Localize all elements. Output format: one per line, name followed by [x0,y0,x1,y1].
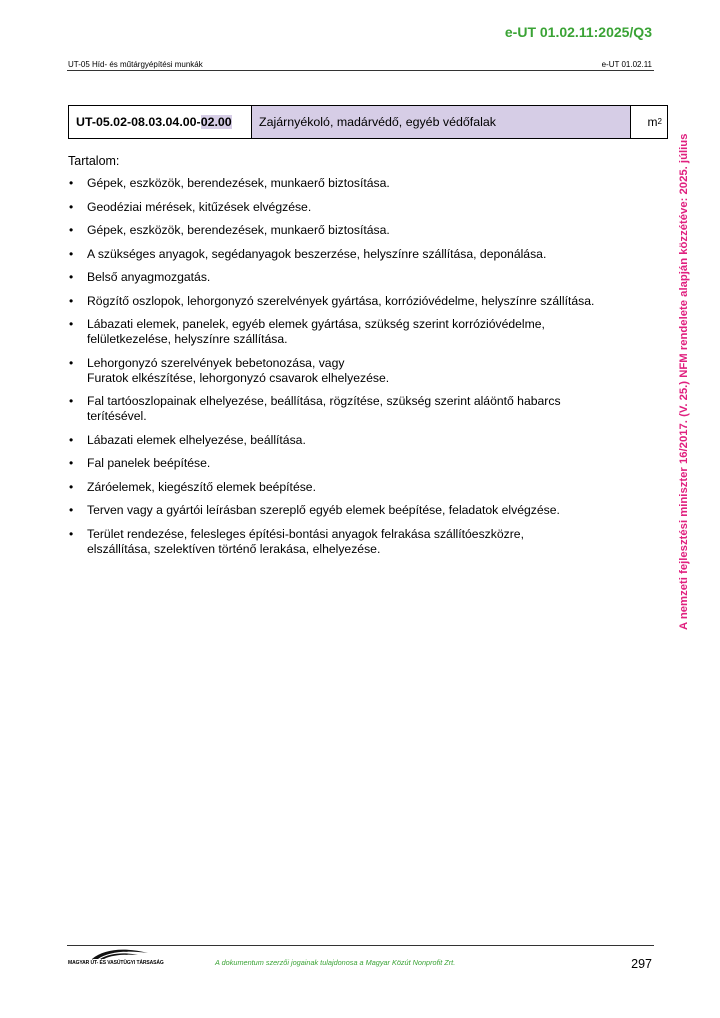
content-label: Tartalom: [68,154,120,168]
list-item-text: Belső anyagmozgatás. [87,270,211,284]
list-item [68,356,653,386]
list-item-text: Záróelemek, kiegészítő elemek beépítése. [87,479,316,494]
list-item [68,394,653,424]
list-item-text: A szükséges anyagok, segédanyagok beszerzése, helyszínre szállítása, deponálása. [87,246,547,261]
footer-logo [68,947,168,971]
bullet-icon: • [69,432,74,447]
list-item [68,480,653,495]
list-item-text: Gépek, eszközök, berendezések, munkaerő biztosítása. [87,176,390,190]
footer-copyright: A dokumentum szerzői jogainak tulajdonosa a Magyar Közút Nonprofit Zrt. [215,958,456,967]
list-item [68,223,653,238]
item-code-cell [69,106,252,138]
list-item [68,176,653,191]
item-unit-cell [631,106,667,138]
side-publication-note: A nemzeti fejlesztési miniszter 16/2017. (V. 25.) NFM rendelete alapján közzétéve: 2025. július [678,133,690,630]
bullet-icon: • [69,223,74,237]
list-item [68,200,653,215]
bullet-icon: • [69,270,74,284]
content-list [68,176,653,565]
list-item-text: Fal tartóoszlopainak elhelyezése, beállítása, rögzítése, szükség szerint aláöntő habarcs terítésével. [87,394,561,423]
list-item-text: Fal panelek beépítése. [87,456,211,470]
list-item-text: Lehorgonyzó szerelvények bebetonozása, vagy Furatok elkészítése, lehorgonyzó csavarok elhelyezése. [87,355,390,385]
header-section-title: UT-05 Híd- és műtárgyépítési munkák [68,60,203,69]
list-item [68,317,653,347]
bullet-icon: • [69,176,74,190]
item-unit-exponent: 2 [657,116,662,126]
bullet-icon: • [69,456,74,470]
list-item [68,433,653,448]
list-item-text: Lábazati elemek, panelek, egyéb elemek gyártása, szükség szerint korrózióvédelme, felületkezelése, helyszínre szállítása. [87,317,545,346]
document-code: e-UT 01.02.11:2025/Q3 [504,24,652,40]
list-item [68,456,653,471]
item-unit: m [647,115,658,129]
bullet-icon: • [69,479,74,494]
header-divider [67,70,654,71]
bullet-icon: • [69,199,74,214]
bullet-icon: • [69,355,74,370]
bullet-icon: • [69,394,74,408]
footer-divider [67,945,654,946]
item-code-suffix: 02.00 [200,115,232,129]
item-header-table [68,105,668,139]
bullet-icon: • [69,317,74,331]
item-code-main: UT-05.02-08.03.04.00- [76,115,201,129]
bullet-icon: • [69,293,74,308]
list-item-text: Lábazati elemek elhelyezése, beállítása. [87,432,306,447]
list-item [68,503,653,518]
item-name-cell [252,106,631,138]
road-logo-icon [90,947,150,961]
bullet-icon: • [69,526,74,541]
list-item [68,270,653,285]
header-document-id: e-UT 01.02.11 [601,60,652,69]
footer-logo-text: MAGYAR ÚT- ÉS VASÚTÜGYI TÁRSASÁG [68,960,164,966]
list-item [68,527,653,557]
bullet-icon: • [69,503,74,517]
list-item-text: Terület rendezése, felesleges építési-bontási anyagok felrakása szállítóeszközre, elszállítása, szelektíven történő lerakása, elhelyezése. [87,526,524,556]
list-item-text: Terven vagy a gyártói leírásban szereplő egyéb elemek beépítése, feladatok elvégzése. [87,503,560,517]
page-number: 297 [631,957,652,971]
list-item-text: Rögzítő oszlopok, lehorgonyzó szerelvények gyártása, korrózióvédelme, helyszínre szállítása. [87,293,595,308]
list-item [68,294,653,309]
item-name: Zajárnyékoló, madárvédő, egyéb védőfalak [259,115,496,129]
list-item [68,247,653,262]
list-item-text: Gépek, eszközök, berendezések, munkaerő biztosítása. [87,223,390,237]
list-item-text: Geodéziai mérések, kitűzések elvégzése. [87,199,312,214]
bullet-icon: • [69,246,74,261]
